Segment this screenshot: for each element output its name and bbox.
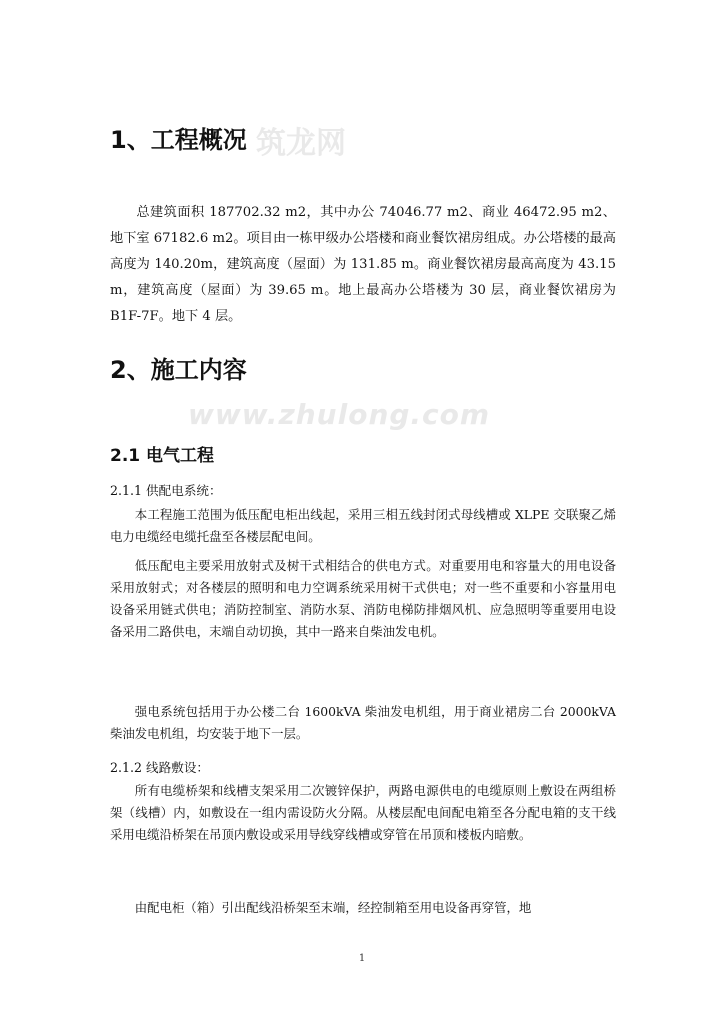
watermark-logo-text: 筑龙网 xyxy=(256,126,346,161)
watermark-url: www.zhulong.com xyxy=(188,398,491,431)
power-supply-paragraph-1: 本工程施工范围为低压配电柜出线起，采用三相五线封闭式母线槽或 XLPE 交联聚乙烯电力电缆经电缆托盘至各楼层配电间。 xyxy=(110,507,616,544)
page-number: 1 xyxy=(358,953,366,964)
wiring-paragraph-1: 所有电缆桥架和线槽支架采用二次镀锌保护，两路电源供电的电缆原则上敷设在两组桥架（线槽）内，如敷设在一组内需设防火分隔。从楼层配电间配电箱至各分配电箱的支干线采用电缆沿桥架在吊顶内敷设或采用导线穿线槽或穿管在吊顶和楼板内暗敷。 xyxy=(110,783,616,842)
section-heading-1: 1、工程概况 xyxy=(110,126,247,154)
project-overview-paragraph: 总建筑面积 187702.32 m2，其中办公 74046.77 m2、商业 46472.95 m2、地下室 67182.6 m2。项目由一栋甲级办公塔楼和商业餐饮裙房组成。办公塔楼的最高高度为 140.20m，建筑高度（屋面）为 131.85 m。商业餐饮裙房最高高度为 43.15 m，建筑高度（屋面）为 39.65 m。地上最高办公塔楼为 30 层，商业餐饮裙房为 B1F-7F。地下 4 层。 xyxy=(110,205,616,324)
wiring-paragraph-2: 由配电柜（箱）引出配线沿桥架至末端，经控制箱至用电设备再穿管，地 xyxy=(134,900,532,915)
item-heading-wiring: 2.1.2 线路敷设： xyxy=(110,760,210,775)
subsection-heading-electrical: 2.1 电气工程 xyxy=(110,446,215,466)
power-supply-paragraph-2: 低压配电主要采用放射式及树干式相结合的供电方式。对重要用电和容量大的用电设备采用放射式；对各楼层的照明和电力空调系统采用树干式供电；对一些不重要和小容量用电设备采用链式供电；消防控制室、消防水泵、消防电梯防排烟风机、应急照明等重要用电设备采用二路供电，末端自动切换，其中一路来自柴油发电机。 xyxy=(110,558,616,639)
power-supply-paragraph-3: 强电系统包括用于办公楼二台 1600kVA 柴油发电机组，用于商业裙房二台 2000kVA 柴油发电机组，均安装于地下一层。 xyxy=(110,704,616,741)
item-heading-power-supply: 2.1.1 供配电系统： xyxy=(110,483,222,498)
section-heading-2: 2、施工内容 xyxy=(110,356,247,384)
